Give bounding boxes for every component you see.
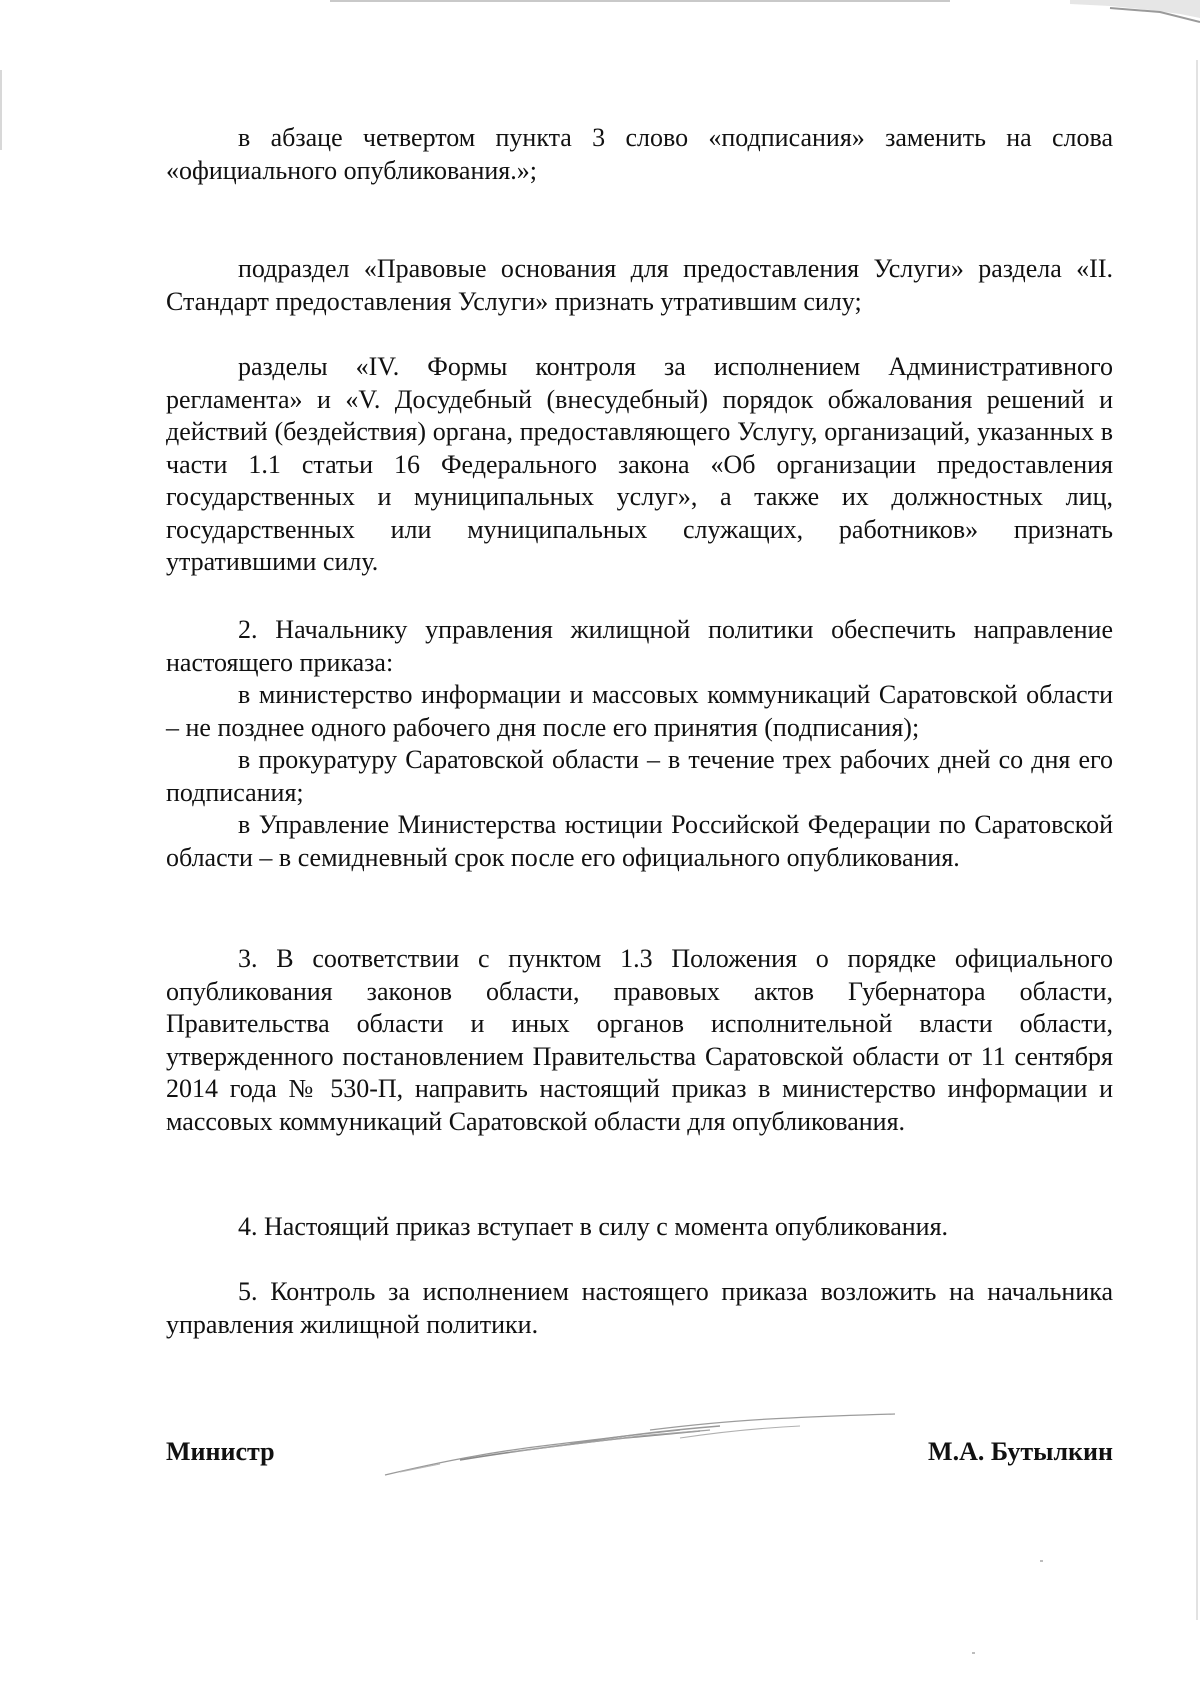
paragraph-amendment-3 — [166, 351, 1113, 579]
paragraph-item-5 — [166, 1276, 1113, 1341]
paragraph-amendment-1 — [166, 122, 1113, 187]
paragraph-subitem: в министерство информации и массовых коммуникаций Саратовской области – не позднее одного рабочего дня после его принятия (подписания); — [166, 680, 1113, 742]
paragraph-item-2 — [166, 614, 1113, 874]
scan-speck — [1040, 1560, 1043, 1562]
signature-row — [166, 1437, 1113, 1477]
paragraph-text: в абзаце четвертом пункта 3 слово «подписания» заменить на слова «официального опубликования.»; — [166, 123, 1113, 185]
scan-right-edge — [1196, 60, 1198, 1620]
scan-corner-shadow — [1070, 0, 1200, 28]
scan-left-edge — [0, 70, 2, 150]
signatory-name: М.А. Бутылкин — [928, 1437, 1113, 1466]
signatory-position: Министр — [166, 1437, 275, 1466]
paragraph-text: 4. Настоящий приказ вступает в силу с момента опубликования. — [238, 1212, 949, 1241]
paragraph-item-4 — [166, 1211, 1113, 1244]
paragraph-text: 2. Начальнику управления жилищной политики обеспечить направление настоящего приказа: — [166, 615, 1113, 677]
paragraph-subitem: в Управление Министерства юстиции Российской Федерации по Саратовской области – в семидневный срок после его официального опубликования. — [166, 810, 1113, 872]
scan-speck — [972, 1652, 975, 1654]
paragraph-amendment-2 — [166, 253, 1113, 318]
paragraph-text: 5. Контроль за исполнением настоящего приказа возложить на начальника управления жилищной политики. — [166, 1277, 1113, 1339]
paragraph-item-3 — [166, 943, 1113, 1138]
paragraph-text: 3. В соответствии с пунктом 1.3 Положения о порядке официального опубликования законов области, правовых актов Губернатора области, Правительства области и иных органов исполнительной власти области, утвержденного постановлением Правительства Саратовской области от 11 сентября 2014 года № 530-П, направить настоящий приказ в министерство информации и массовых коммуникаций Саратовской области для опубликования. — [166, 944, 1113, 1136]
scan-edge-line — [330, 0, 950, 2]
paragraph-subitem: в прокуратуру Саратовской области – в течение трех рабочих дней со дня его подписания; — [166, 745, 1113, 807]
paragraph-text: разделы «IV. Формы контроля за исполнением Административного регламента» и «V. Досудебный (внесудебный) порядок обжалования решений и действий (бездействия) органа, предоставляющего Услугу, организаций, указанных в части 1.1 статьи 16 Федерального закона «Об организации предоставления государственных и муниципальных услуг», а также их должностных лиц, государственных или муниципальных служащих, работников» признать утратившими силу. — [166, 352, 1113, 576]
paragraph-text: подраздел «Правовые основания для предоставления Услуги» раздела «II. Стандарт предоставления Услуги» признать утратившим силу; — [166, 254, 1113, 316]
